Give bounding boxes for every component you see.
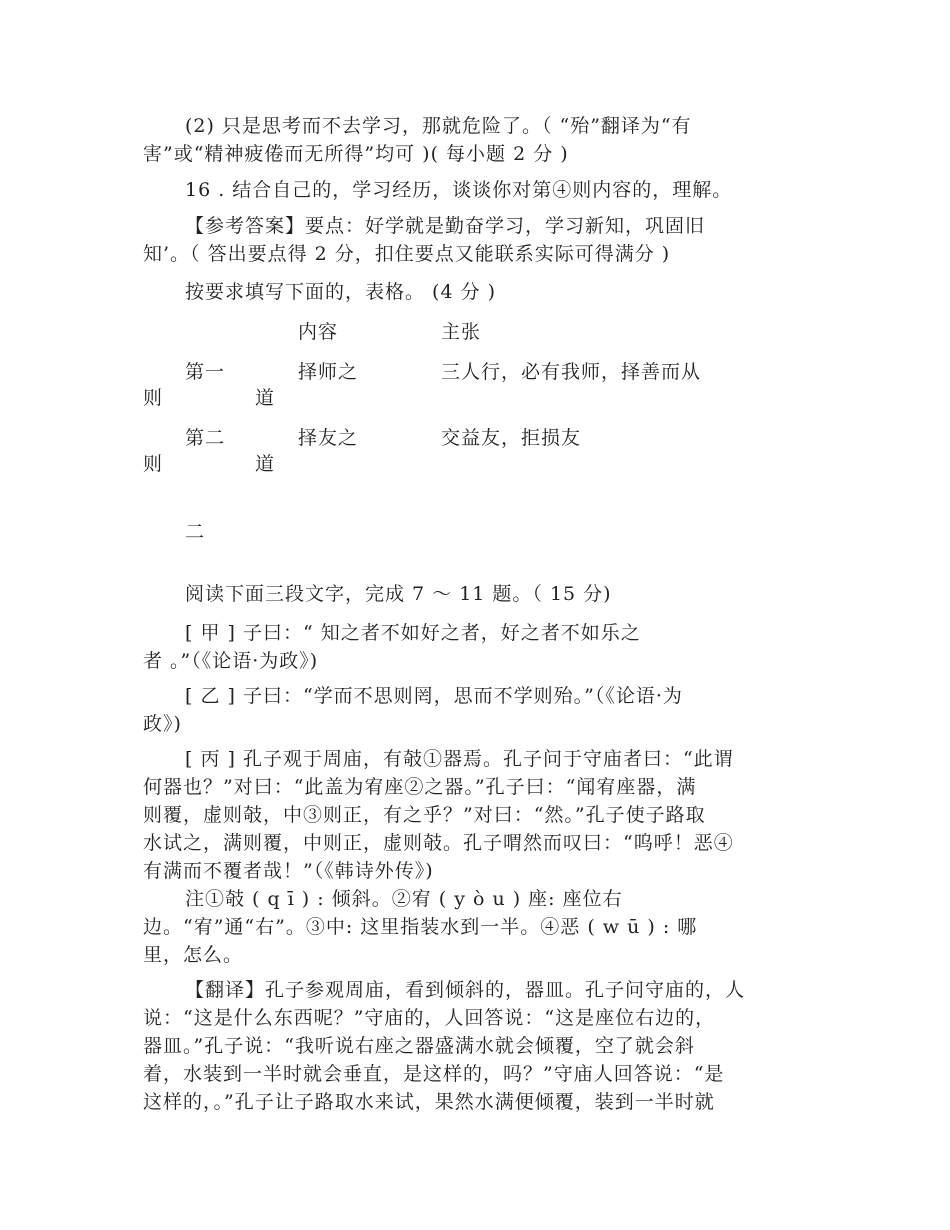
section-heading bbox=[143, 518, 803, 546]
text-line: 这样的，。”孔子让子路取水来试，果然水满便倾覆，装到一半时就 bbox=[143, 1091, 715, 1113]
text-line: 二 bbox=[185, 521, 206, 543]
row-label-cont: 则 bbox=[143, 453, 164, 475]
passage-jia bbox=[143, 619, 803, 675]
row-label: 第一 bbox=[185, 361, 226, 383]
text-line: 16 . 结合自己的，学习经历，谈谈你对第④则内容的，理解。 bbox=[185, 179, 733, 201]
passage-yi bbox=[143, 682, 803, 738]
row-label: 第二 bbox=[185, 427, 226, 449]
reading-instruction bbox=[143, 580, 803, 608]
passage-bing bbox=[143, 745, 803, 885]
text-line: 按要求填写下面的，表格。 (4 分 ) bbox=[185, 281, 497, 303]
text-line: 说：“这是什么东西呢？”守庙的，人回答说：“这是座位右边的， bbox=[143, 1007, 716, 1029]
row-content-cont: 道 bbox=[255, 453, 276, 475]
text-line: (2) 只是思考而不去学习，那就危险了。（ “殆”翻译为“有 bbox=[185, 115, 692, 137]
row-content: 择师之 bbox=[298, 361, 359, 383]
text-line: 知’。（ 答出要点得 2 分，扣住要点又能联系实际可得满分 ) bbox=[143, 243, 671, 265]
row-claim: 三人行，必有我师，择善而从 bbox=[441, 361, 702, 383]
text-line: 政》) bbox=[143, 713, 182, 735]
text-line: 注①攲 ( q ī ) : 倾斜。②宥 ( y ò u ) 座: 座位右 bbox=[185, 888, 623, 910]
text-line: 阅读下面三段文字，完成 7 ～ 11 题。（ 15 分) bbox=[185, 583, 612, 605]
table-header-claim: 主张 bbox=[441, 321, 482, 343]
text-line: 【翻译】孔子参观周庙，看到倾斜的，器皿。孔子问守庙的，人 bbox=[185, 979, 746, 1001]
text-line: [ 丙 ] 孔子观于周庙，有攲①器焉。孔子问于守庙者曰：“此谓 bbox=[185, 748, 734, 770]
text-line: [ 乙 ] 子曰：“学而不思则罔，思而不学则殆。”（《论语·为 bbox=[185, 685, 683, 707]
row-claim: 交益友，拒损友 bbox=[441, 427, 582, 449]
text-line: 水试之，满则覆，中则正，虚则攲。孔子喟然而叹曰：“呜呼！恶④ bbox=[143, 832, 734, 854]
text-line: 边。“宥”通“右”。③中: 这里指装水到一半。④恶 ( w ū ) : 哪 bbox=[143, 916, 698, 938]
text-line: 则覆，虚则攲，中③则正，有之乎？”对曰：“然。”孔子使子路取 bbox=[143, 804, 706, 826]
answer-paragraph-2 bbox=[143, 112, 803, 168]
text-line: 里，怎么。 bbox=[143, 944, 244, 966]
text-line: 器皿。”孔子说：“我听说右座之器盛满水就会倾覆，空了就会斜 bbox=[143, 1035, 695, 1057]
translation-paragraph bbox=[143, 976, 803, 1116]
text-line: 着，水装到一半时就会垂直，是这样的，吗？”守庙人回答说：“是 bbox=[143, 1063, 725, 1085]
table-instruction bbox=[143, 278, 803, 306]
text-line: 害”或“精神疲倦而无所得”均可 )( 每小题 2 分 ) bbox=[143, 143, 569, 165]
annotation-notes bbox=[143, 885, 803, 969]
reference-answer bbox=[143, 212, 803, 268]
row-content: 择友之 bbox=[298, 427, 359, 449]
text-line: 何器也？”对曰：“此盖为宥座②之器。”孔子曰：“闻宥座器，满 bbox=[143, 776, 697, 798]
table-header-content: 内容 bbox=[298, 321, 339, 343]
text-line: 有满而不覆者哉！”（《韩诗外传》) bbox=[143, 860, 434, 882]
text-line: 者 。”（《论语·为政》) bbox=[143, 650, 319, 672]
text-line: 【参考答案】要点：好学就是勤奋学习，学习新知，巩固旧 bbox=[185, 215, 706, 237]
question-16 bbox=[143, 176, 803, 204]
row-content-cont: 道 bbox=[255, 387, 276, 409]
row-label-cont: 则 bbox=[143, 387, 164, 409]
text-line: [ 甲 ] 子曰：“ 知之者不如好之者，好之者不如乐之 bbox=[185, 622, 641, 644]
